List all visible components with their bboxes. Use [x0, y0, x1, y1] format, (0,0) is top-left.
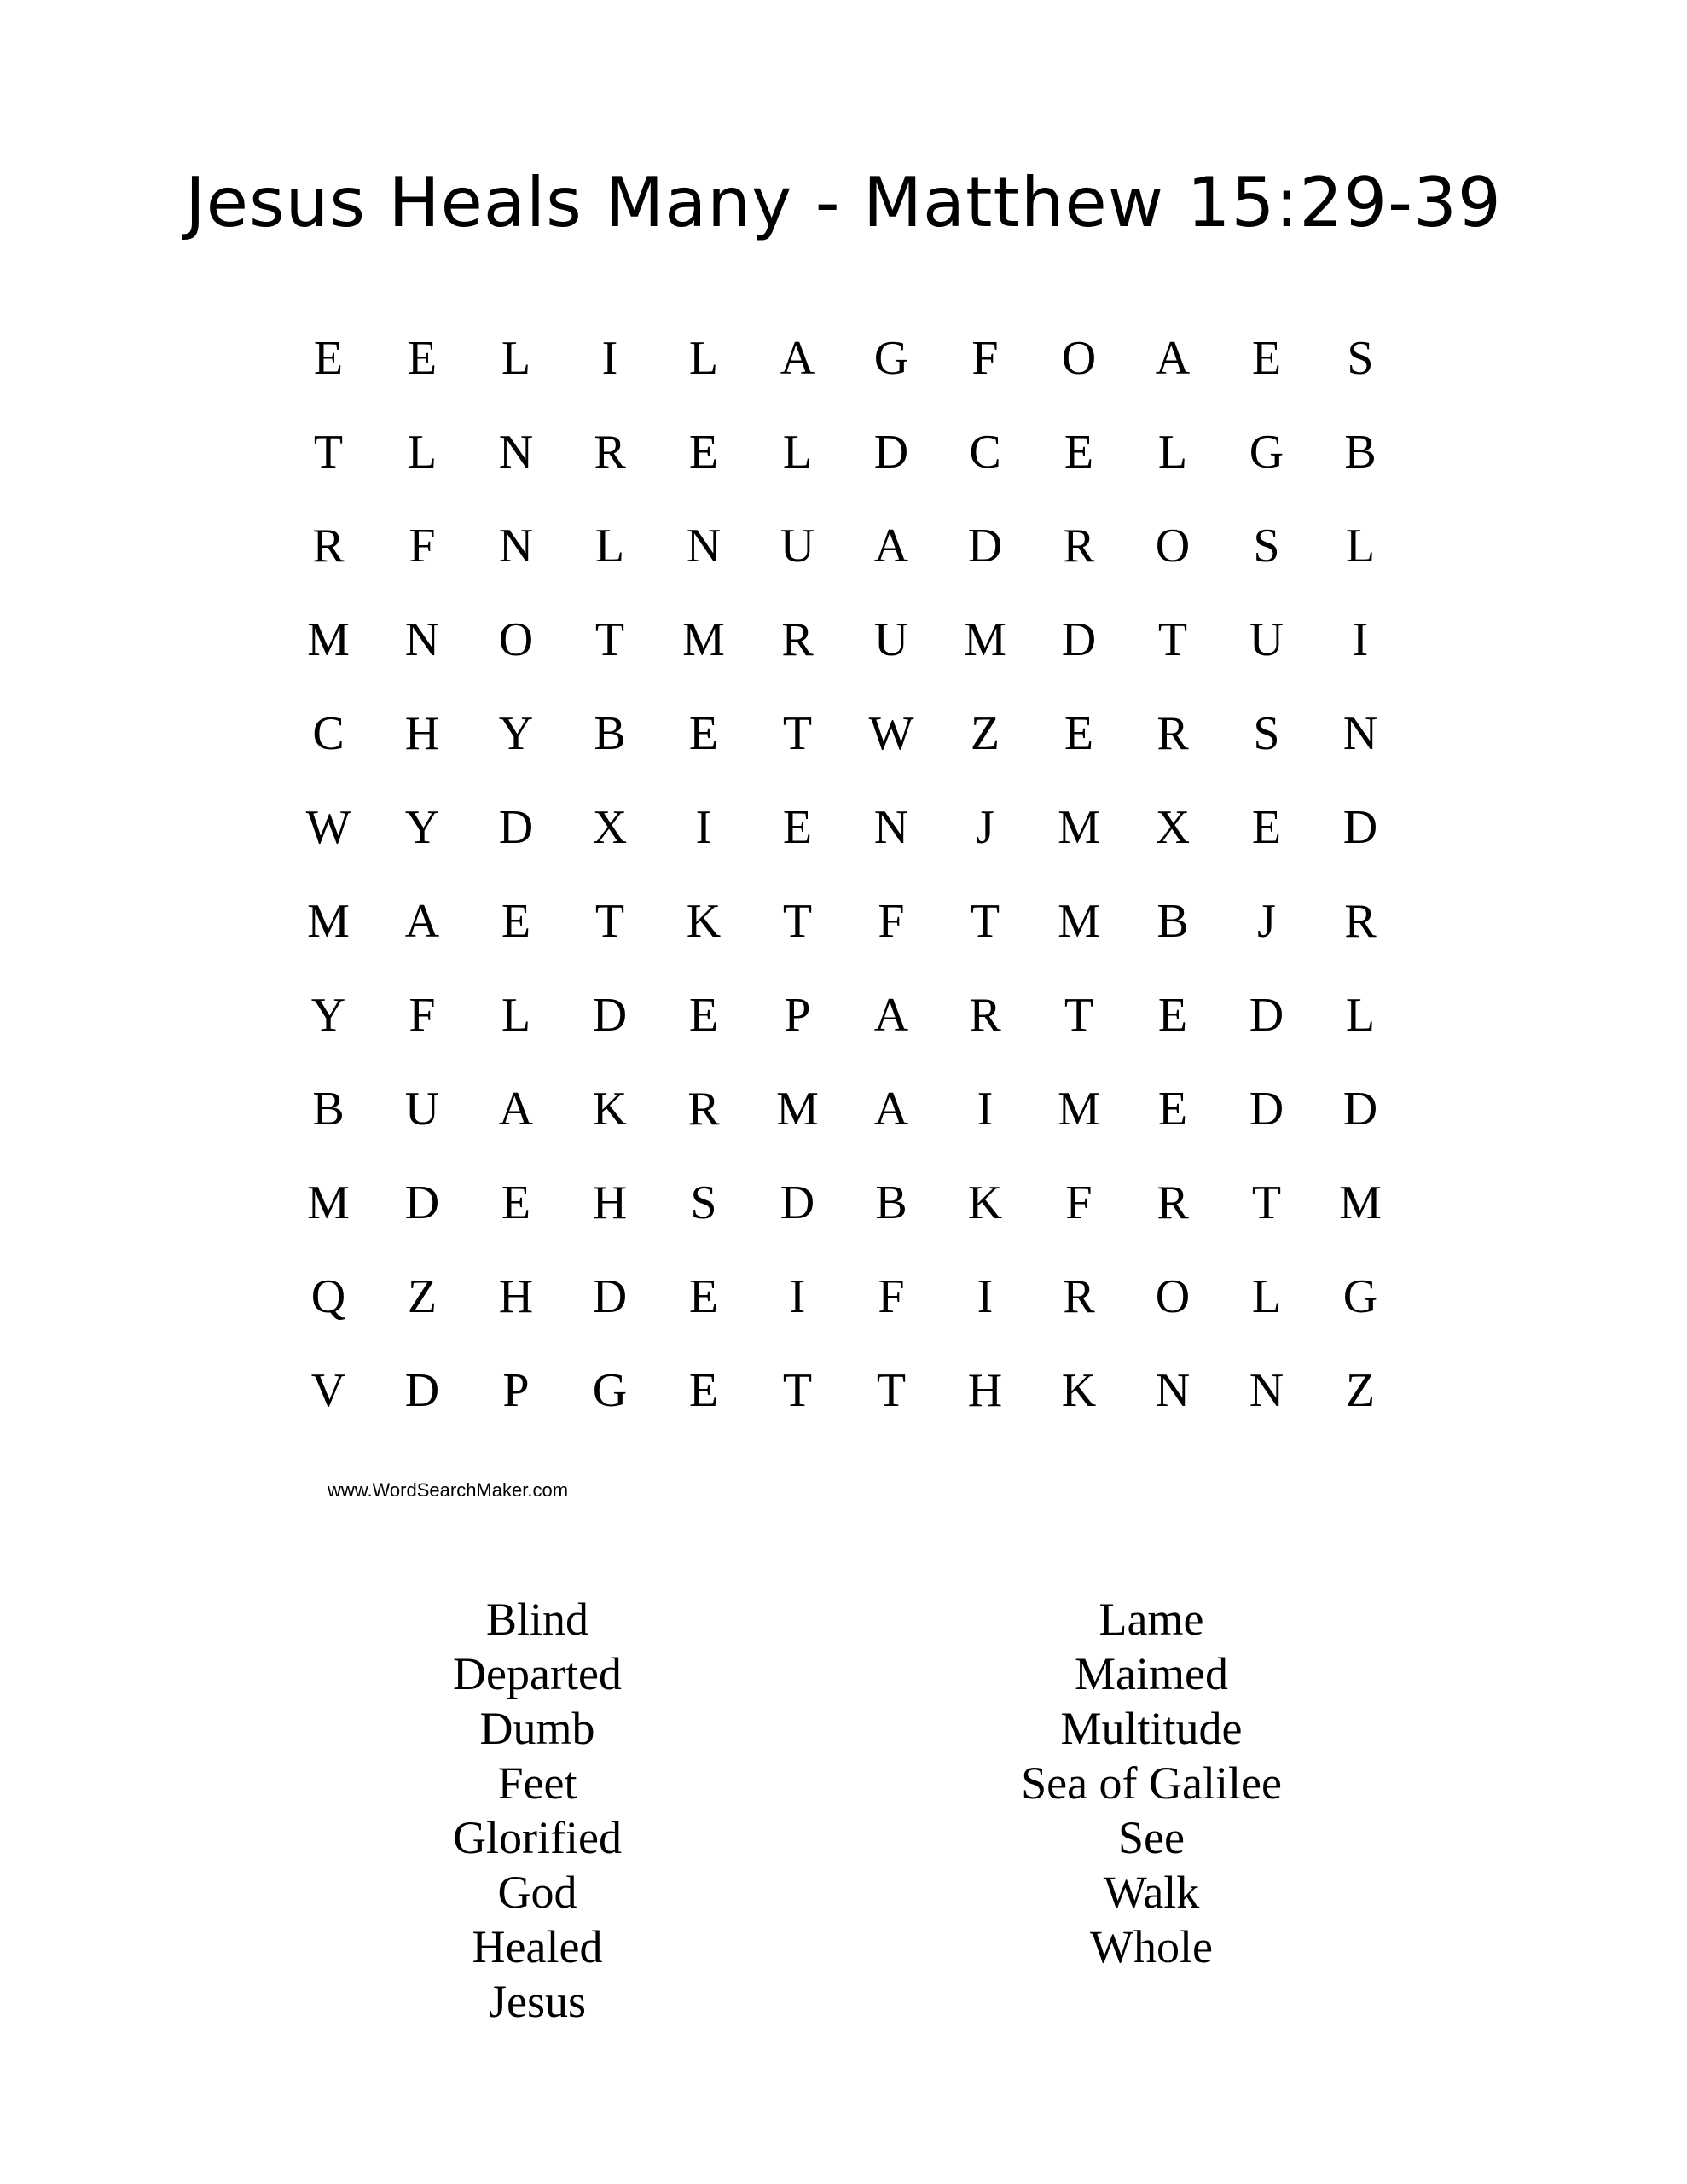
grid-letter: T: [876, 1364, 907, 1417]
grid-letter: D: [404, 1364, 440, 1417]
grid-letter: M: [307, 895, 350, 948]
grid-letter: A: [873, 520, 909, 572]
grid-letter: X: [1155, 801, 1191, 854]
grid-letter: E: [688, 989, 719, 1042]
grid-letter: W: [305, 801, 351, 854]
word-list-item: Maimed: [1075, 1648, 1228, 1699]
grid-letter: D: [1249, 1083, 1284, 1136]
grid-letter: B: [594, 707, 626, 760]
grid-letter: K: [1061, 1364, 1097, 1417]
word-list-item: Blind: [485, 1594, 589, 1645]
grid-letter: D: [498, 801, 534, 854]
grid-letter: G: [873, 332, 909, 385]
grid-letter: J: [1257, 895, 1276, 948]
grid-letter: G: [1342, 1270, 1378, 1323]
grid-letter: N: [1155, 1364, 1191, 1417]
grid-letter: S: [1253, 707, 1280, 760]
grid-letter: N: [1249, 1364, 1284, 1417]
grid-letter: E: [1064, 426, 1094, 479]
grid-letter: L: [501, 989, 531, 1042]
grid-letter: N: [498, 520, 534, 572]
grid-letter: R: [594, 426, 626, 479]
grid-letter: N: [873, 801, 909, 854]
grid-letter: T: [594, 895, 625, 948]
grid-letter: R: [1157, 1176, 1189, 1229]
word-list-item: Dumb: [479, 1703, 595, 1754]
grid-letter: B: [1344, 426, 1377, 479]
grid-letter: R: [1157, 707, 1189, 760]
grid-letter: W: [868, 707, 914, 760]
grid-letter: T: [594, 613, 625, 666]
grid-letter: E: [313, 332, 344, 385]
grid-letter: B: [312, 1083, 345, 1136]
word-list-item: Jesus: [488, 1976, 586, 2027]
word-list-item: Whole: [1090, 1921, 1213, 1972]
grid-letter: X: [592, 801, 628, 854]
word-list-item: Multitude: [1060, 1703, 1243, 1754]
grid-letter: E: [1064, 707, 1094, 760]
word-list-right: [913, 1592, 1390, 1974]
grid-letter: Q: [310, 1270, 346, 1323]
grid-letter: E: [1251, 801, 1282, 854]
grid-letter: V: [310, 1364, 346, 1417]
grid-letter: P: [784, 989, 811, 1042]
grid-letter: D: [404, 1176, 440, 1229]
grid-letter: M: [682, 613, 725, 666]
grid-letter: O: [1155, 520, 1191, 572]
grid-letter: T: [1251, 1176, 1282, 1229]
grid-letter: U: [873, 613, 909, 666]
grid-letter: M: [1339, 1176, 1382, 1229]
grid-letter: A: [873, 989, 909, 1042]
grid-letter: L: [1251, 1270, 1282, 1323]
word-list-item: Departed: [453, 1648, 622, 1699]
grid-letter: R: [781, 613, 814, 666]
grid-letter: C: [312, 707, 345, 760]
grid-letter: D: [592, 1270, 628, 1323]
grid-letter: I: [601, 332, 618, 385]
grid-letter: E: [1251, 332, 1282, 385]
grid-letter: E: [501, 895, 531, 948]
source-credit: www.WordSearchMaker.com: [328, 1479, 569, 1501]
grid-letter: L: [1345, 520, 1376, 572]
grid-letter: R: [687, 1083, 720, 1136]
grid-letter: Y: [310, 989, 346, 1042]
grid-letter: Z: [407, 1270, 438, 1323]
grid-letter: K: [967, 1176, 1003, 1229]
grid-letter: E: [688, 426, 719, 479]
grid-letter: F: [878, 895, 905, 948]
grid-letter: B: [875, 1176, 907, 1229]
grid-letter: N: [1342, 707, 1378, 760]
grid-letter: D: [1342, 801, 1378, 854]
grid-letter: K: [592, 1083, 628, 1136]
grid-letter: Z: [1345, 1364, 1376, 1417]
grid-letter: R: [1344, 895, 1377, 948]
grid-letter: M: [307, 613, 350, 666]
grid-letter: T: [970, 895, 1000, 948]
grid-letter: A: [780, 332, 815, 385]
word-list-item: Feet: [497, 1757, 577, 1809]
grid-letter: D: [1061, 613, 1097, 666]
word-list-left: [299, 1592, 776, 2029]
word-list-item: Sea of Galilee: [1021, 1757, 1282, 1809]
grid-letter: R: [312, 520, 345, 572]
grid-letter: D: [967, 520, 1003, 572]
grid-letter: G: [592, 1364, 628, 1417]
grid-letter: D: [873, 426, 909, 479]
grid-letter: L: [407, 426, 438, 479]
grid-letter: T: [313, 426, 344, 479]
grid-letter: I: [977, 1083, 994, 1136]
grid-letter: I: [977, 1270, 994, 1323]
grid-letter: M: [1058, 1083, 1100, 1136]
grid-letter: S: [690, 1176, 717, 1229]
grid-letter: F: [971, 332, 999, 385]
grid-letter: M: [964, 613, 1006, 666]
grid-letter: L: [688, 332, 719, 385]
grid-letter: H: [498, 1270, 534, 1323]
grid-letter: J: [976, 801, 994, 854]
grid-letter: N: [404, 613, 440, 666]
grid-letter: F: [1065, 1176, 1093, 1229]
word-search-grid: [281, 311, 1407, 1438]
grid-letter: M: [307, 1176, 350, 1229]
grid-letter: Y: [498, 707, 534, 760]
grid-letter: O: [1155, 1270, 1191, 1323]
grid-letter: L: [594, 520, 625, 572]
word-list-item: Healed: [472, 1921, 603, 1972]
grid-letter: B: [1157, 895, 1189, 948]
grid-letter: L: [1345, 989, 1376, 1042]
grid-letter: O: [498, 613, 534, 666]
grid-letter: A: [873, 1083, 909, 1136]
word-list-item: Walk: [1103, 1867, 1200, 1918]
grid-letter: T: [782, 707, 813, 760]
grid-letter: H: [967, 1364, 1003, 1417]
grid-letter: T: [1157, 613, 1188, 666]
grid-letter: N: [498, 426, 534, 479]
grid-letter: H: [404, 707, 440, 760]
grid-letter: E: [407, 332, 438, 385]
grid-letter: D: [592, 989, 628, 1042]
grid-letter: D: [1249, 989, 1284, 1042]
grid-letter: D: [1342, 1083, 1378, 1136]
grid-letter: E: [782, 801, 813, 854]
grid-letter: C: [969, 426, 1001, 479]
grid-letter: A: [404, 895, 440, 948]
grid-letter: A: [1155, 332, 1191, 385]
grid-letter: R: [969, 989, 1001, 1042]
word-list-item: Glorified: [453, 1812, 622, 1863]
grid-letter: O: [1061, 332, 1097, 385]
grid-letter: E: [688, 1270, 719, 1323]
grid-letter: F: [878, 1270, 905, 1323]
grid-letter: N: [686, 520, 722, 572]
grid-letter: G: [1249, 426, 1284, 479]
grid-letter: L: [782, 426, 813, 479]
word-list-item: God: [497, 1867, 577, 1918]
grid-letter: P: [502, 1364, 530, 1417]
grid-letter: I: [789, 1270, 806, 1323]
grid-letter: Z: [970, 707, 1000, 760]
word-list-item: See: [1118, 1812, 1185, 1863]
page-title: Jesus Heals Many - Matthew 15:29-39: [185, 163, 1502, 242]
grid-letter: D: [780, 1176, 815, 1229]
grid-letter: T: [782, 895, 813, 948]
grid-letter: T: [782, 1364, 813, 1417]
grid-letter: U: [404, 1083, 440, 1136]
grid-letter: E: [1157, 1083, 1188, 1136]
grid-letter: E: [688, 707, 719, 760]
grid-letter: F: [409, 520, 436, 572]
grid-letter: M: [1058, 801, 1100, 854]
grid-letter: M: [1058, 895, 1100, 948]
grid-letter: E: [1157, 989, 1188, 1042]
grid-letter: I: [695, 801, 712, 854]
word-list-item: Lame: [1099, 1594, 1204, 1645]
grid-letter: E: [688, 1364, 719, 1417]
grid-letter: H: [592, 1176, 628, 1229]
grid-letter: U: [780, 520, 815, 572]
grid-letter: U: [1249, 613, 1284, 666]
grid-letter: L: [1157, 426, 1188, 479]
grid-letter: A: [498, 1083, 534, 1136]
grid-letter: R: [1063, 1270, 1095, 1323]
grid-letter: S: [1347, 332, 1374, 385]
grid-letter: E: [501, 1176, 531, 1229]
grid-letter: R: [1063, 520, 1095, 572]
grid-letter: S: [1253, 520, 1280, 572]
grid-letter: K: [686, 895, 722, 948]
grid-letter: L: [501, 332, 531, 385]
grid-letter: I: [1352, 613, 1369, 666]
grid-letter: F: [409, 989, 436, 1042]
grid-letter: M: [776, 1083, 819, 1136]
grid-letter: T: [1064, 989, 1094, 1042]
grid-letter: Y: [404, 801, 440, 854]
